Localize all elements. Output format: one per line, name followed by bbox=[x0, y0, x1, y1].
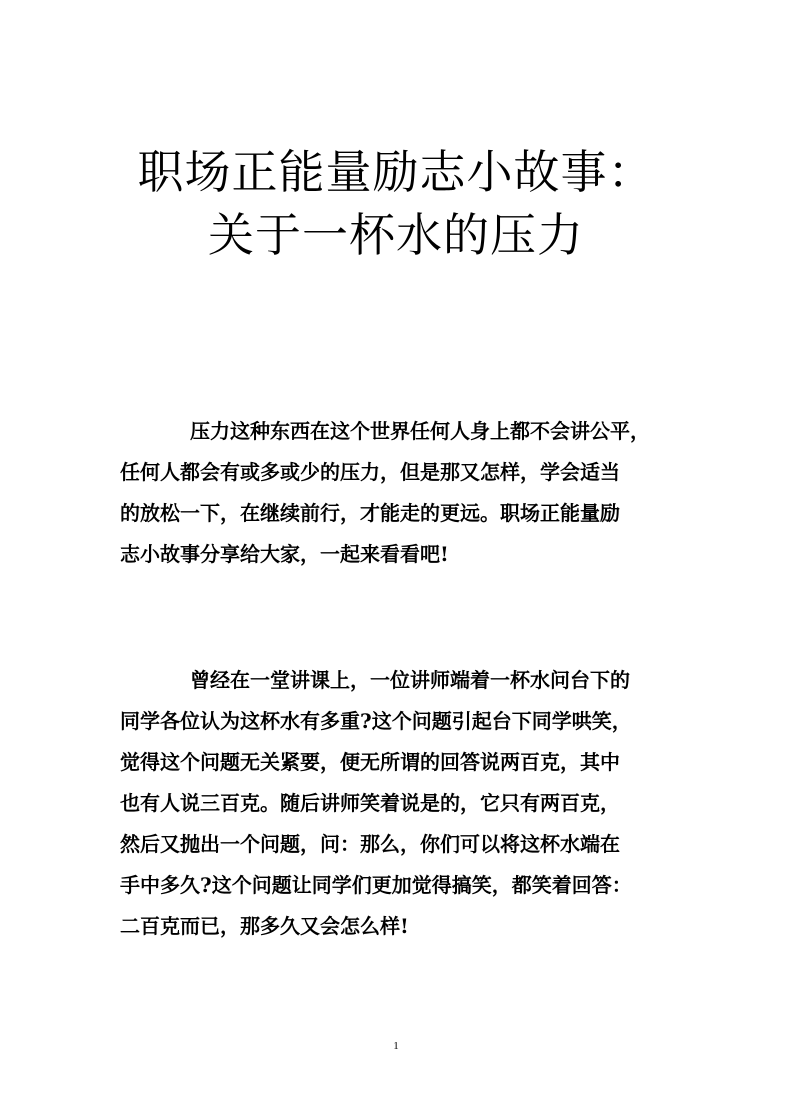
title-line-2: 关于一杯水的压力 bbox=[208, 208, 584, 262]
paragraph-line: 压力这种东西在这个世界任何人身上都不会讲公平， bbox=[190, 419, 650, 443]
paragraph-line: 的放松一下，在继续前行，才能走的更远。职场正能量励 bbox=[120, 501, 620, 525]
paragraph-line: 二百克而已，那多久又会怎么样! bbox=[120, 914, 409, 938]
page-number: 1 bbox=[393, 1040, 399, 1052]
paragraph-line: 手中多久?这个问题让同学们更加觉得搞笑，都笑着回答： bbox=[120, 873, 632, 897]
paragraph-line: 任何人都会有或多或少的压力，但是那又怎样，学会适当 bbox=[120, 460, 620, 484]
paragraph-line: 曾经在一堂讲课上，一位讲师端着一杯水问台下的 bbox=[190, 668, 630, 692]
paragraph-line: 觉得这个问题无关紧要，便无所谓的回答说两百克，其中 bbox=[120, 750, 620, 774]
paragraph-line: 志小故事分享给大家，一起来看看吧! bbox=[120, 542, 449, 566]
paragraph-line: 同学各位认为这杯水有多重?这个问题引起台下同学哄笑， bbox=[120, 709, 632, 733]
paragraph-line: 也有人说三百克。随后讲师笑着说是的，它只有两百克， bbox=[120, 791, 620, 815]
paragraph-line: 然后又抛出一个问题，问：那么，你们可以将这杯水端在 bbox=[120, 832, 620, 856]
title-line-1: 职场正能量励志小故事： bbox=[137, 145, 655, 199]
